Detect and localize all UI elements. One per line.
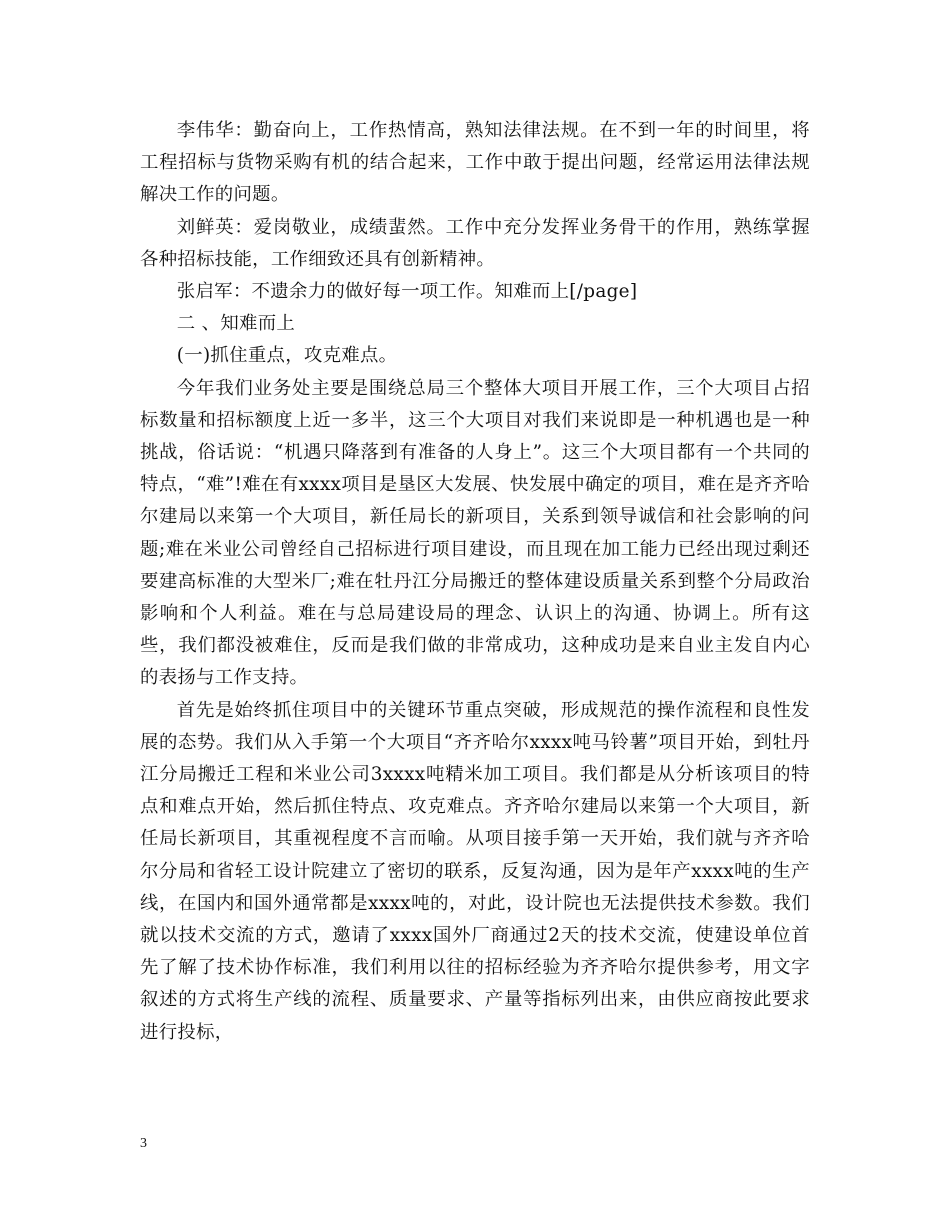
paragraph-three-projects: 今年我们业务处主要是围绕总局三个整体大项目开展工作，三个大项目占招标数量和招标额度上近一多半，这三个大项目对我们来说即是一种机遇也是一种挑战，俗话说：“机遇只降落到有准备的人身上”。这三个大项目都有一个共同的特点，“难”!难在有xxxx项目是垦区大发展、快发展中确定的项目，难在是齐齐哈尔建局以来第一个大项目，新任局长的新项目，关系到领导诚信和社会影响的问题;难在米业公司曾经自己招标进行项目建设，而且现在加工能力已经出现过剩还要建高标准的大型米厂;难在牡丹江分局搬迁的整体建设质量关系到整个分局政治影响和个人利益。难在与总局建设局的理念、认识上的沟通、协调上。所有这些，我们都没被难住，反而是我们做的非常成功，这种成功是来自业主发自内心的表扬与工作支持。 [140,377,810,689]
subsection-heading: (一)抓住重点，攻克难点。 [176,345,398,367]
document-body [140,115,810,1049]
paragraph-zhang-qijun: 张启军：不遗余力的做好每一项工作。知难而上[/page] [176,281,638,303]
section-heading: 二 、知难而上 [176,313,296,335]
page-number: 3 [140,1136,147,1151]
paragraph-key-links: 首先是始终抓住项目中的关键环节重点突破，形成规范的操作流程和良性发展的态势。我们从入手第一个大项目“齐齐哈尔xxxx吨马铃薯”项目开始，到牡丹江分局搬迁工程和米业公司3xxxx吨精米加工项目。我们都是从分析该项目的特点和难点开始，然后抓住特点、攻克难点。齐齐哈尔建局以来第一个大项目，新任局长新项目，其重视程度不言而喻。从项目接手第一天开始，我们就与齐齐哈尔分局和省轻工设计院建立了密切的联系，反复沟通，因为是年产xxxx吨的生产线，在国内和国外通常都是xxxx吨的，对此，设计院也无法提供技术参数。我们就以技术交流的方式，邀请了xxxx国外厂商通过2天的技术交流，使建设单位首先了解了技术协作标准，我们利用以往的招标经验为齐齐哈尔提供参考，用文字叙述的方式将生产线的流程、质量要求、产量等指标列出来，由供应商按此要求进行投标， [140,699,810,1043]
paragraph-liu-xianying: 刘鲜英：爱岗敬业，成绩蜚然。工作中充分发挥业务骨干的作用，熟练掌握各种招标技能，工作细致还具有创新精神。 [140,216,810,270]
paragraph-li-weihua: 李伟华：勤奋向上，工作热情高，熟知法律法规。在不到一年的时间里，将工程招标与货物采购有机的结合起来，工作中敢于提出问题，经常运用法律法规解决工作的问题。 [140,120,810,206]
